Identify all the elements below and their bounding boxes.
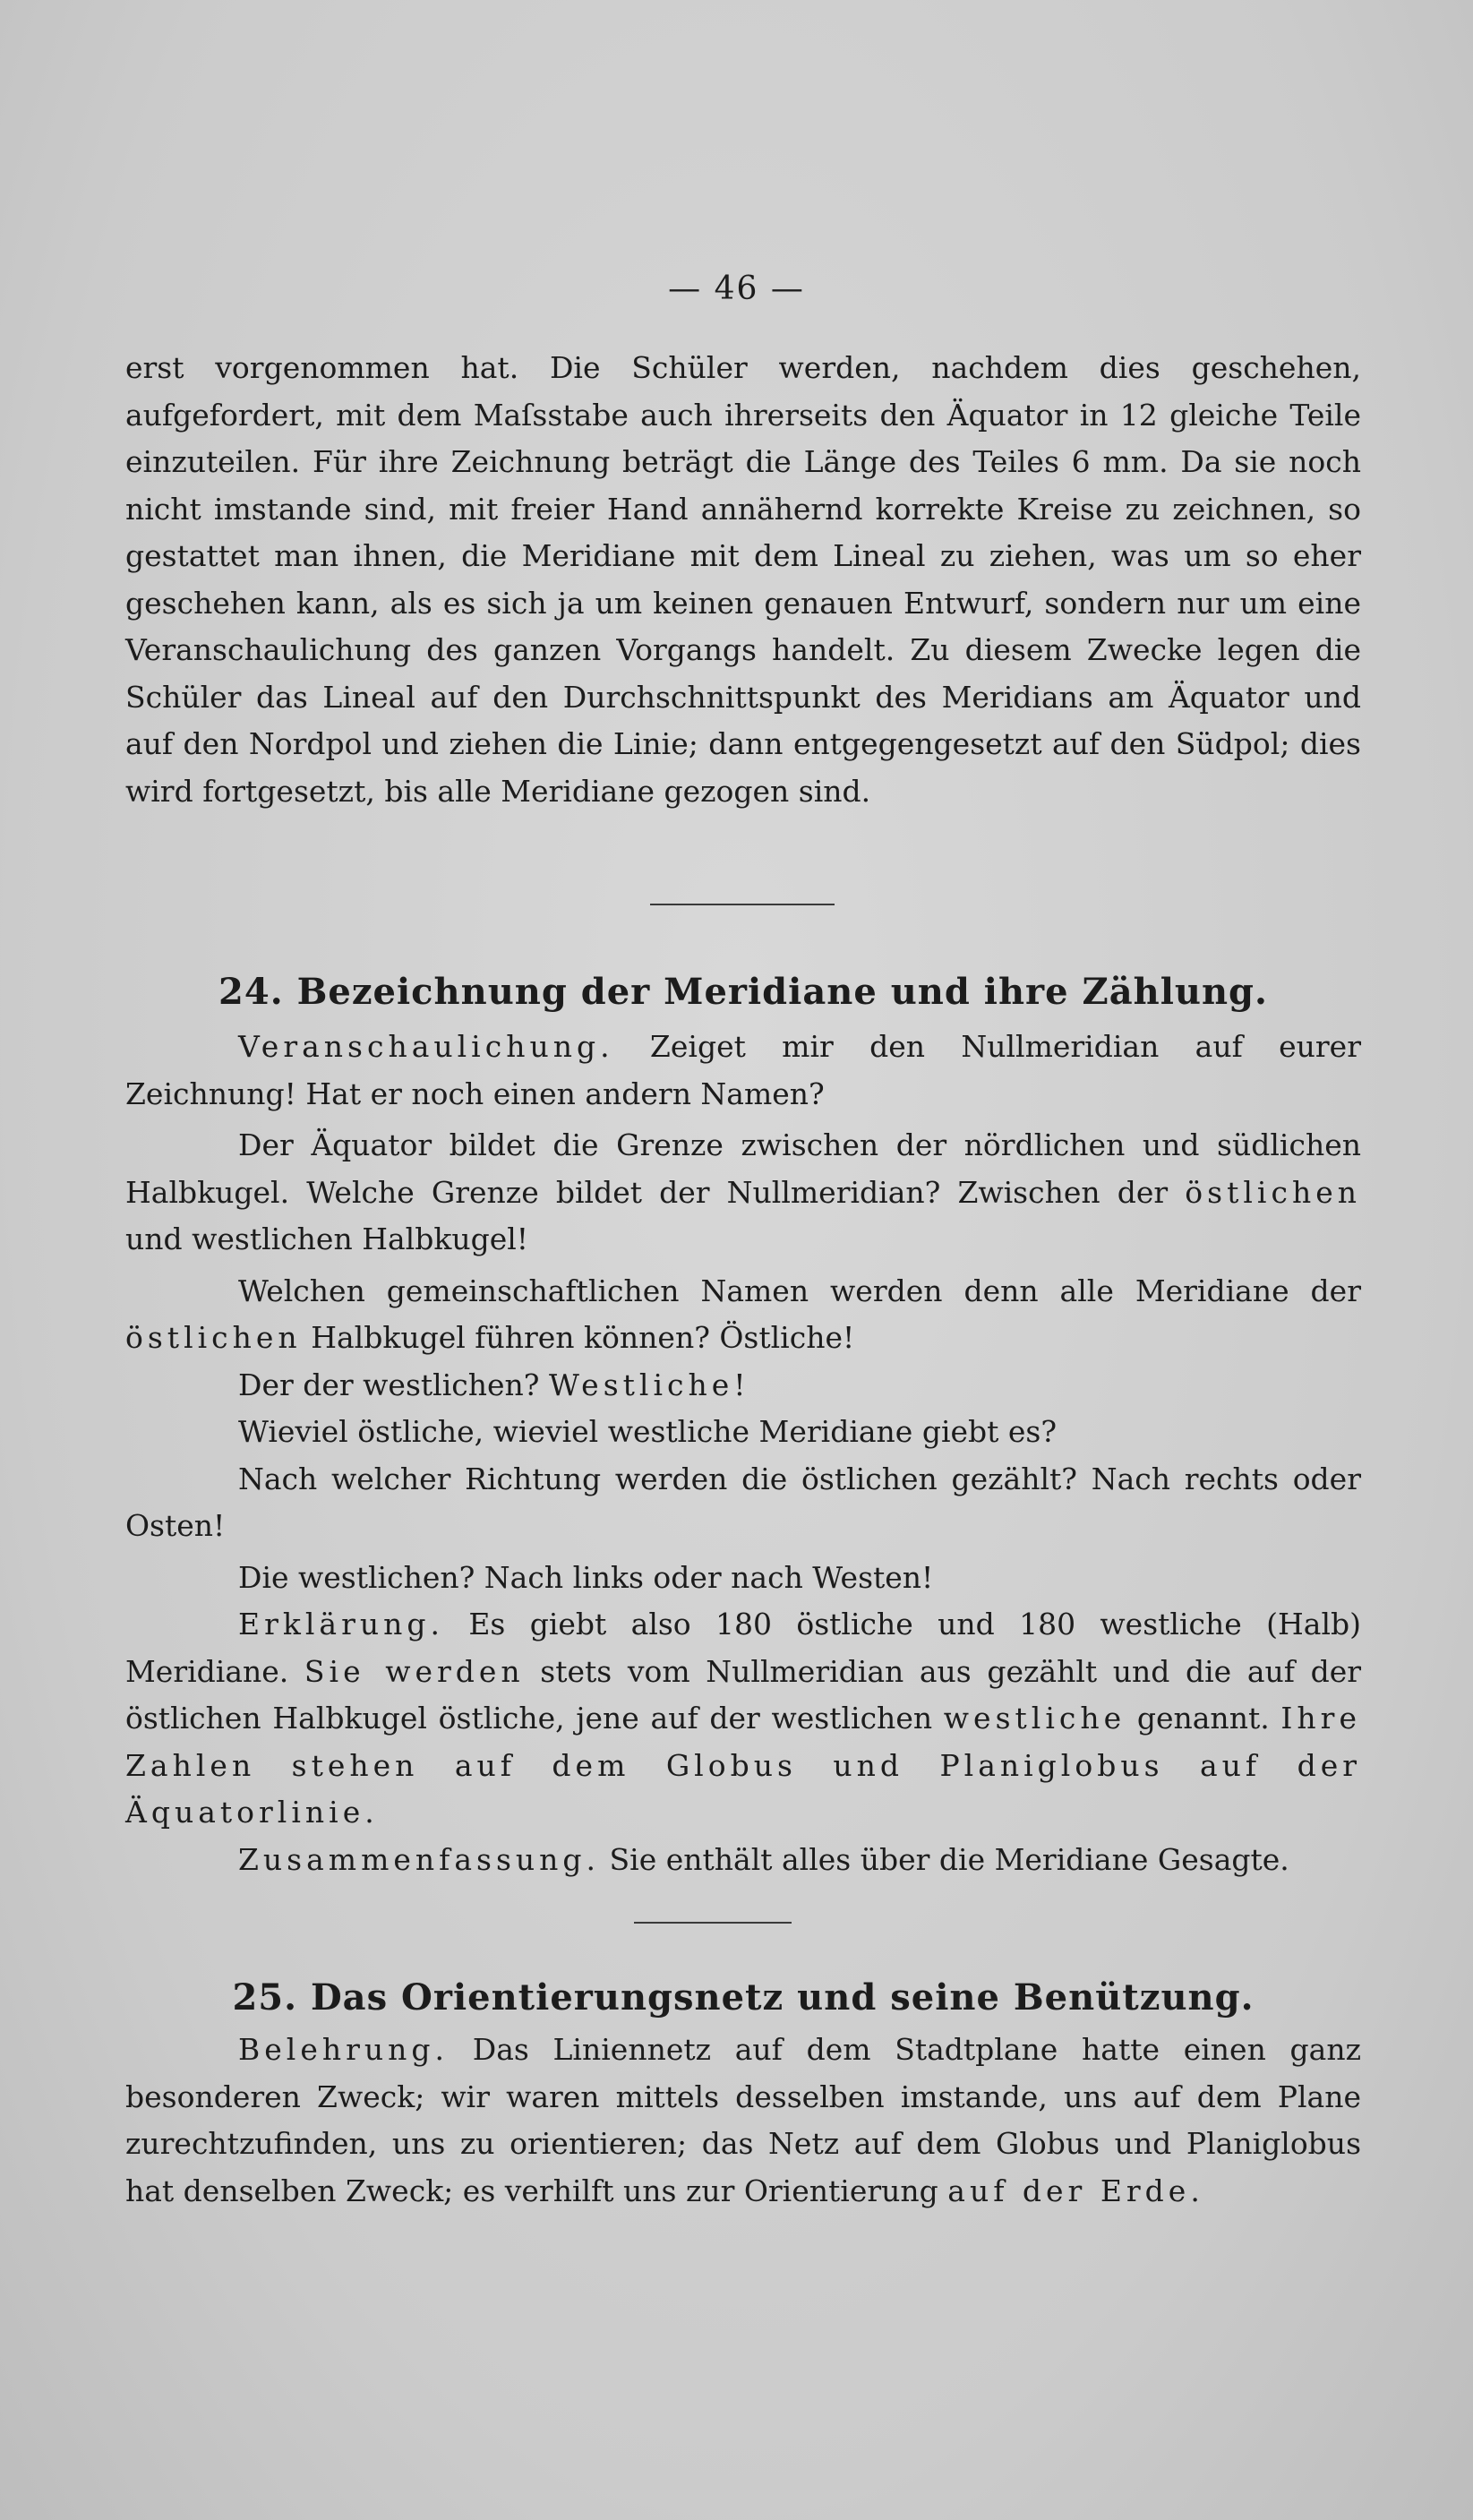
paragraph-text: Der der westlichen? bbox=[238, 1367, 549, 1402]
paragraph-text: stets vom Nullmeridian aus gezählt und die auf der östlichen Halbkugel östliche, jene auf der westlichen bbox=[125, 1653, 1362, 1736]
spaced-term: Sie werden bbox=[304, 1653, 525, 1689]
spaced-term: Westliche! bbox=[548, 1367, 750, 1402]
intro-paragraph bbox=[125, 345, 1361, 815]
paragraph bbox=[125, 1601, 1361, 1837]
paragraph-text: erst vorgenommen hat. Die Schüler werden, nachdem dies geschehen, aufgefordert, mit dem Maſsstabe auch ihrerseits den Äquator in 12 gleiche Teile einzuteilen. Für ihre Zeichnung beträgt die Länge des Teiles 6 mm. Da sie noch nicht imstande sind, mit freier Hand annähernd korrekte Kreise zu zeichnen, so gestattet man ihnen, die Meridiane mit dem Lineal zu ziehen, was um so eher geschehen kann, als es sich ja um keinen genauen Entwurf, sondern nur um eine Veranschaulichung des ganzen Vorgangs handelt. Zu diesem Zwecke legen die Schüler das Lineal auf den Durchschnittspunkt des Meridians am Äquator und auf den Nordpol und ziehen die Linie; dann entgegengesetzt auf den Südpol; dies wird fortgesetzt, bis alle Meridiane gezogen sind. bbox=[125, 350, 1361, 809]
spaced-term: westliche bbox=[943, 1701, 1126, 1736]
spaced-term: Belehrung. bbox=[238, 2032, 450, 2067]
paragraph-text: Sie enthält alles über die Meridiane Gesagte. bbox=[600, 1841, 1289, 1877]
section-heading-24: 24. Bezeichnung der Meridiane und ihre Zählung. bbox=[218, 971, 1268, 1013]
paragraph-text: und westlichen Halbkugel! bbox=[125, 1221, 529, 1256]
paragraph-text: Halbkugel führen können? Östliche! bbox=[301, 1320, 855, 1355]
paragraph bbox=[125, 1268, 1361, 1362]
paragraph: Nach welcher Richtung werden die östlichen gezählt? Nach rechts oder Osten! bbox=[125, 1461, 1361, 1543]
section-25-body bbox=[125, 2027, 1361, 2215]
paragraph-text: Es giebt also 180 östliche und 180 westliche (Halb) Meridiane. bbox=[125, 1607, 1361, 1689]
paragraph-text: Der Äquator bildet die Grenze zwischen der nördlichen und südlichen Halbkugel. Welche Grenze bildet der Nullmeridian? Zwischen der bbox=[125, 1127, 1361, 1210]
paragraph: Wieviel östliche, wieviel westliche Meridiane giebt es? bbox=[238, 1414, 1058, 1449]
paragraph bbox=[125, 1837, 1361, 1884]
spaced-term: Zusammenfassung. bbox=[238, 1841, 601, 1877]
paragraph: Die westlichen? Nach links oder nach Westen! bbox=[238, 1559, 934, 1595]
paragraph bbox=[125, 1024, 1361, 1118]
spaced-term: Erklärung. bbox=[238, 1607, 444, 1641]
paragraph-text: Das Liniennetz auf dem Stadtplane hatte einen ganz besonderen Zweck; wir waren mittels desselben imstande, uns auf dem Plane zurechtzufinden, uns zu orientieren; das Netz auf dem Globus und Planiglobus hat denselben Zweck; es verhilft uns zur Orientierung bbox=[125, 2032, 1361, 2208]
section-divider bbox=[634, 1922, 792, 1924]
spaced-term: Veranschaulichung. bbox=[238, 1029, 614, 1064]
section-divider bbox=[650, 904, 835, 905]
spaced-term: östlichen bbox=[1185, 1174, 1361, 1210]
spaced-term: östlichen bbox=[125, 1320, 302, 1355]
paragraph bbox=[125, 1122, 1361, 1264]
section-24-body bbox=[125, 1024, 1361, 1883]
spaced-term: auf der Erde. bbox=[947, 2173, 1204, 2208]
paragraph bbox=[125, 2027, 1361, 2215]
spaced-term: Ihre Zahlen stehen auf dem Globus und Planiglobus auf der Äquatorlinie. bbox=[125, 1701, 1361, 1830]
section-heading-25: 25. Das Orientierungsnetz und seine Benützung. bbox=[232, 1976, 1255, 2019]
paragraph-text: genannt. bbox=[1126, 1701, 1281, 1736]
paragraph bbox=[125, 1362, 1361, 1410]
page-number: — 46 — bbox=[668, 270, 805, 307]
paragraph-text: Zeiget mir den Nullmeridian auf eurer Zeichnung! Hat er noch einen andern Namen? bbox=[125, 1029, 1361, 1111]
paragraph-text: Welchen gemeinschaftlichen Namen werden denn alle Meridiane der bbox=[238, 1273, 1361, 1308]
